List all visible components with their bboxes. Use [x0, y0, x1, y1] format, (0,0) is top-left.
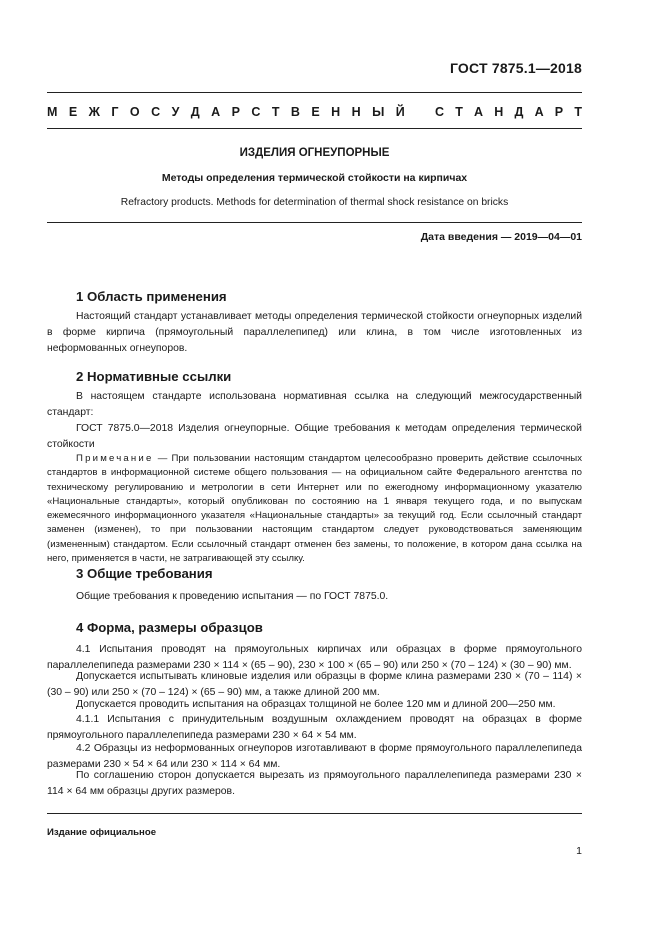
banner-letter: У	[171, 105, 180, 119]
banner-bottom-rule	[47, 128, 582, 129]
section-3-paragraph: Общие требования к проведению испытания — по ГОСТ 7875.0.	[76, 591, 389, 602]
banner-letter: С	[435, 105, 445, 119]
introduction-date: Дата введения — 2019—04—01	[420, 231, 582, 243]
banner-letter: С	[251, 105, 261, 119]
section-4-1-paragraph: 4.1 Испытания проводят на прямоугольных кирпичах или образцах в форме прямоугольного параллелепипеда размерами 230 × 114 × (65 – 90), 230 × 100 × (65 – 90) или 250 × (70 – 124) × (30 – 90) мм.	[47, 644, 582, 671]
banner-letter: Н	[494, 105, 504, 119]
title-bottom-rule	[47, 222, 582, 223]
banner-letter: Т	[271, 105, 280, 119]
section-2-heading: 2 Нормативные ссылки	[76, 369, 232, 384]
banner-letter: Р	[231, 105, 240, 119]
official-edition-label: Издание официальное	[47, 827, 157, 838]
section-1-heading: 1 Область применения	[76, 289, 227, 304]
page-number: 1	[576, 845, 582, 857]
banner-letter: Н	[351, 105, 361, 119]
subtitle: Методы определения термической стойкости на кирпичах	[161, 172, 468, 184]
document-code: ГОСТ 7875.1—2018	[449, 60, 582, 76]
banner-letter: Д	[514, 105, 524, 119]
section-4-heading: 4 Форма, размеры образцов	[76, 620, 263, 635]
banner-letter: А	[534, 105, 544, 119]
section-2-paragraph-1: В настоящем стандарте использована нормативная ссылка на следующий межгосударственный стандарт:	[47, 391, 582, 418]
banner-letter: М	[47, 105, 58, 119]
banner-word-standard	[435, 105, 582, 119]
top-rule	[47, 92, 582, 93]
footer-rule	[47, 813, 582, 814]
section-4-1-1-paragraph: 4.1.1 Испытания с принудительным воздушным охлаждением проводят на образцах в форме прямоугольного параллелепипеда размерами 230 × 64 × 54 мм.	[47, 714, 582, 741]
banner-word-interstate	[47, 105, 405, 119]
banner-letter: Т	[574, 105, 582, 119]
section-4-1-wedge-paragraph: Допускается испытывать клиновые изделия или образцы в форме клина размерами 230 × (70 – 114) × (30 – 90) или 250 × (70 – 124) × (65 – 90) мм, а также длиной 200 мм.	[47, 671, 582, 698]
banner-letter: Ж	[88, 105, 100, 119]
banner-letter: Р	[554, 105, 564, 119]
banner-letter: А	[474, 105, 484, 119]
note-label: Примечание	[76, 453, 154, 464]
note-text: — При пользовании настоящим стандартом целесообразно проверить действие ссылочных стандартов в информационной системе общего пользования — на официальном сайте Федерального агентства по техническому регулированию и метрологии в сети Интернет или по ежегодному информационному указателю «Национальные стандарты», который опубликован по состоянию на 1 января текущего года, и по выпускам ежемесячного информационного указателя «Национальные стандарты» за текущий год. Если ссылочный стандарт заменен (изменен), то при пользовании настоящим стандартом следует руководствоваться заменяющим (измененным) стандартом. Если ссылочный стандарт отменен без замены, то положение, в котором дана ссылка на него, применяется в части, не затрагивающей эту ссылку.	[47, 453, 582, 565]
banner-letter: В	[290, 105, 300, 119]
banner-letter: А	[211, 105, 221, 119]
section-4-2-agreement-paragraph: По соглашению сторон допускается вырезать из прямоугольного параллелепипеда размерами 230 × 114 × 64 мм образцы других размеров.	[47, 770, 582, 797]
banner-letter: Н	[331, 105, 341, 119]
reference-note	[47, 452, 582, 566]
english-title: Refractory products. Methods for determination of thermal shock resistance on bricks	[120, 197, 509, 208]
banner-letter: Г	[111, 105, 119, 119]
banner-letter: С	[151, 105, 161, 119]
main-title: ИЗДЕЛИЯ ОГНЕУПОРНЫЕ	[239, 147, 390, 159]
banner-letter: Д	[190, 105, 200, 119]
section-2-reference: ГОСТ 7875.0—2018 Изделия огнеупорные. Общие требования к методам определения термической стойкости	[47, 423, 582, 450]
banner-letter: Т	[455, 105, 463, 119]
banner-letter: Е	[68, 105, 78, 119]
section-3-heading: 3 Общие требования	[76, 566, 213, 581]
banner-letter: Ы	[372, 105, 385, 119]
banner-letter: О	[129, 105, 140, 119]
standard-banner	[47, 105, 582, 119]
section-4-2-paragraph: 4.2 Образцы из неформованных огнеупоров изготавливают в форме прямоугольного параллелепипеда размерами 230 × 54 × 64 или 230 × 114 × 64 мм.	[47, 743, 582, 770]
section-4-1-thickness-paragraph: Допускается проводить испытания на образцах толщиной не более 120 мм и длиной 200—250 мм.	[76, 699, 556, 710]
section-1-paragraph: Настоящий стандарт устанавливает методы определения термической стойкости огнеупорных изделий в форме кирпича (прямоугольный параллелепипед) или клина, в том числе изготовленных из неформованных огнеупоров.	[47, 311, 582, 354]
banner-letter: Е	[311, 105, 320, 119]
banner-letter: Й	[395, 105, 405, 119]
